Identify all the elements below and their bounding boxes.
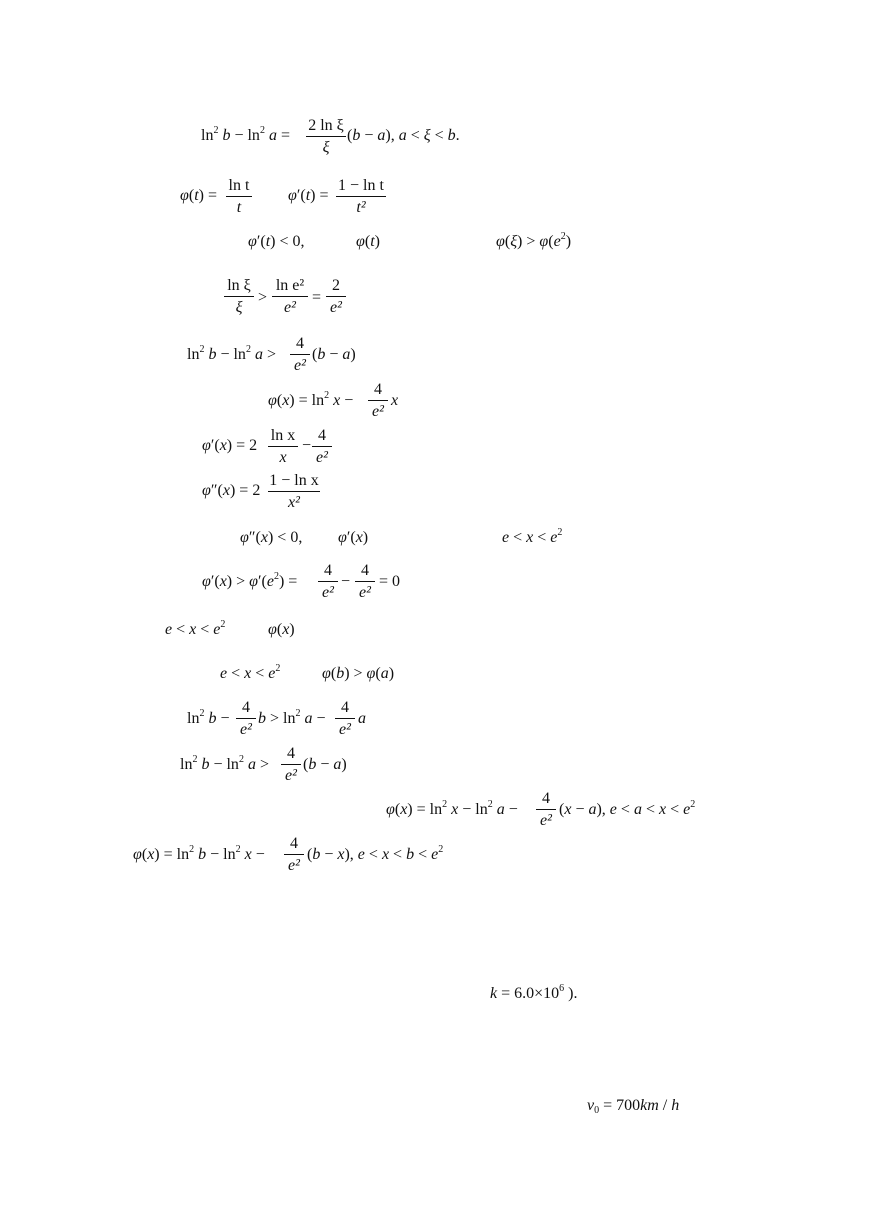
eq-7-den-2: e² (316, 449, 328, 466)
eq-10-left: $\varphi'(x) > \varphi'(e^2)$ = (202, 571, 298, 590)
eq-10-den-1: e² (322, 584, 334, 601)
eq-9-b: φ′(x) (338, 529, 369, 546)
eq-13-right: a (358, 710, 366, 727)
eq-5-left: $\ln^2 b - \ln^2 a$ > (187, 344, 276, 363)
eq-10-right: = 0 (379, 573, 401, 590)
eq-3-c: $\varphi(\xi) > \varphi(e^2)$ (496, 231, 572, 250)
eq-15-fraction (536, 790, 556, 830)
eq-13-num-2: 4 (341, 699, 349, 716)
eq-13-fraction-1 (236, 699, 256, 739)
eq-6-den: e² (372, 403, 384, 420)
eq-15-den: e² (540, 812, 552, 829)
eq-15-left: $\varphi(x) = \ln^2 x - \ln^2 a$ − (386, 799, 518, 818)
eq-2-num-a: ln t (228, 177, 250, 194)
eq-8-fraction (268, 472, 320, 512)
eq-11-b: φ(x) (268, 621, 295, 638)
eq-4-eq: = (312, 289, 322, 306)
eq-1-fraction (306, 117, 346, 157)
eq-6-right: x (391, 392, 399, 409)
eq-10-den-2: e² (359, 584, 371, 601)
eq-2-fraction-b (336, 177, 386, 217)
eq-4-fraction-2 (272, 277, 308, 317)
eq-12-b: φ(b) > φ(a) (322, 665, 395, 682)
eq-2-num-b: 1 − ln t (338, 177, 384, 194)
eq-2-den-a: t (236, 199, 242, 216)
eq-14-den: e² (285, 767, 297, 784)
eq-13-mid: $b > \ln^2 a$ − (258, 708, 326, 727)
eq-17: $k = 6.0\times 10^6$ ). (490, 983, 578, 1002)
eq-5-num: 4 (296, 335, 304, 352)
eq-1-left: $\ln^2 b - \ln^2 a$ = (201, 125, 290, 144)
eq-4-den-3: e² (330, 299, 342, 316)
eq-4-den-1: ξ (235, 299, 243, 316)
eq-9-a: φ″(x) < 0, (240, 529, 303, 546)
eq-7-num-2: 4 (318, 427, 326, 444)
eq-13-num-1: 4 (242, 699, 250, 716)
eq-16-left: $\varphi(x) = \ln^2 b - \ln^2 x$ − (133, 844, 265, 863)
eq-4-gt: > (258, 289, 268, 306)
eq-6-num: 4 (374, 381, 382, 398)
eq-2-left: φ(t) = (180, 187, 217, 204)
eq-1-den: ξ (322, 139, 330, 156)
eq-7-fraction-2 (312, 427, 332, 467)
eq-1-num: 2 ln ξ (308, 117, 344, 134)
eq-15-num: 4 (542, 790, 550, 807)
eq-7-den-1: x (279, 449, 287, 466)
eq-10-num-1: 4 (324, 562, 332, 579)
eq-14-right: (b − a) (303, 756, 347, 773)
eq-16-right: (b − x), $e < x < b < e^2$ (307, 844, 444, 863)
eq-16-den: e² (288, 857, 300, 874)
eq-3-a: φ′(t) < 0, (248, 233, 305, 250)
eq-3-b: φ(t) (356, 233, 380, 250)
eq-13-left: $\ln^2 b$ − (187, 708, 230, 727)
eq-7-left: φ′(x) = 2 (202, 437, 258, 454)
eq-7-fraction-1 (268, 427, 298, 467)
eq-16-fraction (284, 835, 304, 875)
eq-10-fraction-1 (318, 562, 338, 602)
eq-13-den-2: e² (339, 721, 351, 738)
eq-2-den-b: t² (356, 199, 366, 216)
eq-10-fraction-2 (355, 562, 375, 602)
eq-14-fraction (281, 745, 301, 785)
eq-2-fraction-a (226, 177, 252, 217)
eq-4-num-2: ln e² (275, 277, 305, 294)
eq-11-a: $e < x < e^2$ (165, 619, 226, 638)
eq-5-fraction (290, 335, 310, 375)
eq-7-minus: − (302, 437, 312, 454)
eq-4-num-1: ln ξ (227, 277, 251, 294)
eq-4-fraction-1 (224, 277, 254, 317)
eq-14-num: 4 (287, 745, 295, 762)
eq-12-a: $e < x < e^2$ (220, 663, 281, 682)
eq-10-num-2: 4 (361, 562, 369, 579)
eq-2-mid: φ′(t) = (288, 187, 329, 204)
eq-5-den: e² (294, 357, 306, 374)
eq-4-fraction-3 (326, 277, 346, 317)
eq-10-minus: − (341, 573, 351, 590)
eq-8-num: 1 − ln x (269, 472, 319, 489)
eq-5-right: (b − a) (312, 346, 356, 363)
eq-13-fraction-2 (335, 699, 355, 739)
eq-6-fraction (368, 381, 388, 421)
eq-8-left: φ″(x) = 2 (202, 482, 261, 499)
eq-14-left: $\ln^2 b - \ln^2 a$ > (180, 754, 269, 773)
eq-13-den-1: e² (240, 721, 252, 738)
eq-9-c: $e < x < e^2$ (502, 527, 563, 546)
eq-15-right: (x − a), $e < a < x < e^2$ (559, 799, 696, 818)
eq-6-left: $\varphi(x) = \ln^2 x$ − (268, 390, 354, 409)
eq-4-den-2: e² (284, 299, 296, 316)
eq-4-num-3: 2 (332, 277, 340, 294)
eq-7-num-1: ln x (270, 427, 296, 444)
eq-18: $v_0 = 700km / h$ (587, 1097, 680, 1116)
eq-16-num: 4 (290, 835, 298, 852)
eq-8-den: x² (288, 494, 300, 511)
eq-1-right: (b − a), a < ξ < b. (347, 127, 460, 144)
